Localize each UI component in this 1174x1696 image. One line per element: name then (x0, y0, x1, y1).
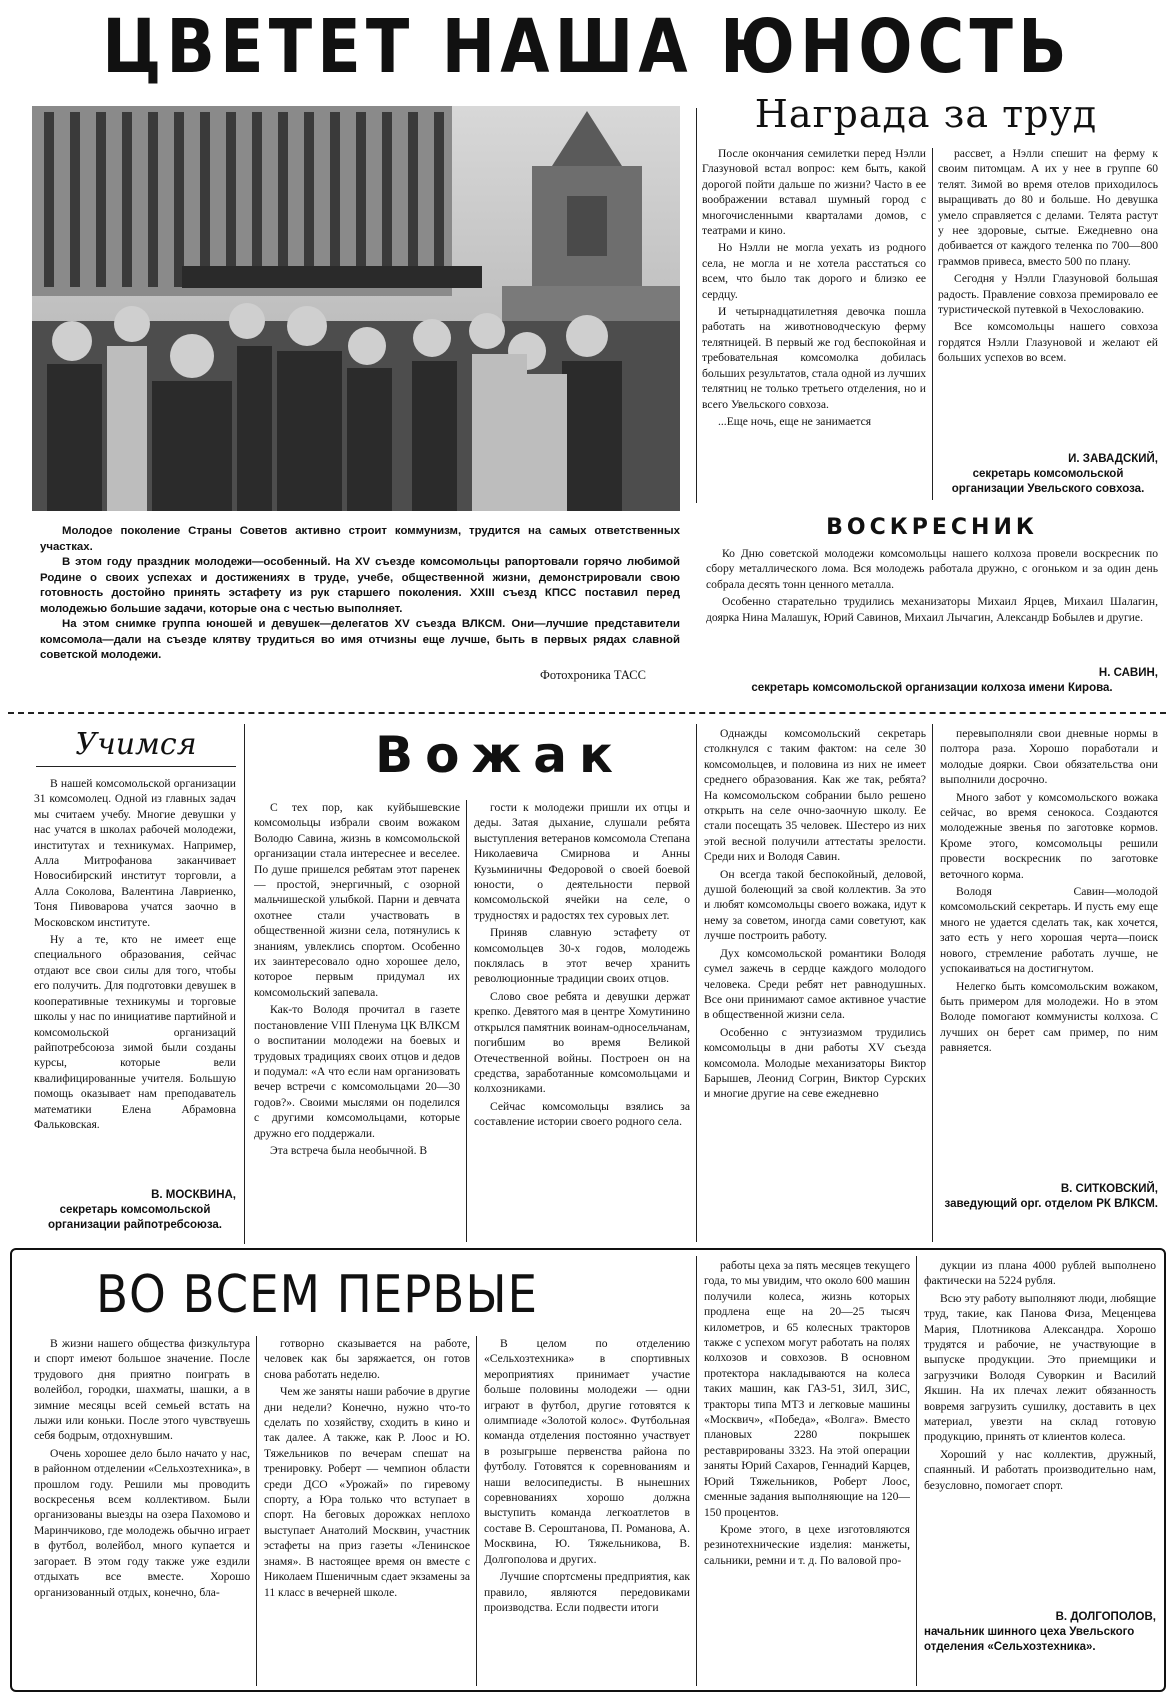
vozhak-col-4 (940, 726, 1158, 1176)
paragraph: И четырнадцатилетняя девочка пошла работать на животноводческую ферму телятницей. В первый же год беспокойная и требовательная комсомолка добилась больших результатов, стала одной из лучших телятниц не только третьего отделения, но и всего Увельского совхоза. (702, 305, 926, 411)
paragraph: Сегодня у Нэлли Глазуновой большая радость. Правление совхоза премировало ее туристической путевкой в Чехословакию. (938, 272, 1158, 317)
paragraph: После окончания семилетки перед Нэлли Глазуновой встал вопрос: кем быть, какой дорогой пойти дальше по жизни? Часто в ее воображении вставал шумный город с многочисленными кварталами домов, с театрами и кино. (702, 147, 926, 238)
paragraph: Приняв славную эстафету от комсомольцев 30-х годов, молодежь поклялась в этот вечер хранить революционные традиции своих отцов. (474, 926, 690, 986)
nagrada-col-1 (702, 146, 926, 504)
pervye-col-1 (34, 1336, 250, 1686)
caption-line: В этом году праздник молодежи—особенный. На XV съезде комсомольцы рапортовали горячо любимой Родине о своих успехах и достижениях в труде, учебе, общественной жизни, демонстрировали свою готовность достойно принять эстафету из рук старшего поколения. XXIII съезд КПСС поставил перед молодежью большие задачи, которые она с честью выполняет. (40, 556, 680, 615)
paragraph: рассвет, а Нэлли спешит на ферму к своим питомцам. А их у нее в группе 60 телят. Зимой во время отелов приходилось выращивать до 80 и больше. Но девушка умело справляется с делами. Телята растут у нее здоровые, сытые. Ежедневно она добивается от каждого теленка по 700—800 граммов привеса, вместо 500 по плану. (938, 147, 1158, 268)
paragraph: готворно сказывается на работе, человек как бы заряжается, он готов снова работать неделю. (264, 1337, 470, 1381)
author-role: секретарь комсомольской организации райпотребсоюза. (47, 1204, 223, 1231)
nagrada-col-2 (938, 146, 1158, 418)
author-role: секретарь комсомольской организации колхоза имени Кирова. (751, 682, 1113, 694)
pervye-col-5 (924, 1258, 1156, 1608)
column-rule (932, 148, 933, 500)
caption-line: Молодое поколение Страны Советов активно строит коммунизм, трудится на самых ответственных участках. (40, 525, 680, 553)
column-rule (244, 724, 245, 1244)
paragraph: Особенно старательно трудились механизаторы Михаил Ярцев, Михаил Шалагин, доярка Нина Малашук, Юрий Савинов, Михаил Лычагин, Александр Бобылев и другие. (706, 595, 1158, 624)
paragraph: Всю эту работу выполняют люди, любящие труд, такие, как Панова Физа, Меценцева Мария, Плотникова Александра. Хорошо трудятся и рабочие, не участвующие в выпуске продукции. Это приемщики и загрузчики Володя Суворкин и Василий Якшин. На их плечах лежит обязанность вовремя загрузить сушилку, доставить в цех материал, увезти на склад готовую продукцию, принять от клиентов колеса. (924, 1291, 1156, 1444)
uchimsya-signature (34, 1188, 236, 1233)
masthead: ЦВЕТЕТ НАША ЮНОСТЬ (102, 4, 1072, 90)
voskresnik-title: ВОСКРЕСНИК (826, 515, 1038, 540)
voskresnik-signature (706, 666, 1158, 696)
paragraph: Как-то Володя прочитал в газете постановление VIII Пленума ЦК ВЛКСМ о воспитании молодежи на боевых и трудовых традициях своих отцов и дедов и подумал: «А что если нам организовать вечер встречи с комсомольцами 20—30 годов?». Своими мыслями он поделился с другими комсомольцами, которые дружно его поддержали. (254, 1003, 460, 1140)
author-role: начальник шинного цеха Увельского отделения «Сельхозтехника». (924, 1626, 1135, 1653)
paragraph: Особенно с энтузиазмом трудились комсомольцы в дни работы XV съезда комсомола. Молодые механизаторы Виктор Барышев, Леонид Согрин, Виктор Сурских и многие другие на севе ежедневно (704, 1025, 926, 1101)
paragraph: Сейчас комсомольцы взялись за составление истории своего родного села. (474, 1099, 690, 1129)
vozhak-col-2 (474, 800, 690, 1242)
photo-credit: Фотохроника ТАСС (540, 668, 646, 682)
paragraph: Ну а те, кто не имеет еще специального образования, сейчас отдают все свои силы для того, чтобы его получить. Для подготовки девушек в кооперативные техникумы и торговые школы у нас по инициативе партийной и комсомольской организаций райпотребсоюза зимой были созданы курсы, которые вели квалифицированные учителя. Большую помощь оказывает нам преподаватель математики Елена Абрамовна Фальковская. (34, 933, 236, 1131)
paragraph: Хороший у нас коллектив, дружный, спаянный. И работать производительно нам, безусловно, помогает спорт. (924, 1447, 1156, 1492)
paragraph: Он всегда такой беспокойный, деловой, душой болеющий за свой коллектив. За это и любят комсомольцы своего вожака, идут к нему за советом, иногда сами советуют, как лучше построить работу. (704, 867, 926, 943)
paragraph: Однажды комсомольский секретарь столкнулся с таким фактом: на селе 30 комсомольцев, и половина из них не имеет среднего образования. Как же так, ребята? На комсомольском собрании было решено открыть на селе очно-заочную школу. Ее стали посещать 35 человек. Шестеро из них этой весной получили аттестаты зрелости. Среди них и Володя Савин. (704, 727, 926, 864)
paragraph: В жизни нашего общества физкультура и спорт имеют большое значение. После трудового дня приятно поиграть в волейбол, городки, шахматы, шашки, а в зимние месяцы всей семьей встать на лыжи или коньки. После этого чувствуешь себя бодрым, отдохнувшим. (34, 1337, 250, 1443)
paragraph: Все комсомольцы нашего совхоза гордятся Нэлли Глазуновой и желают ей больших успехов во всем. (938, 320, 1158, 365)
author-name: И. ЗАВАДСКИЙ, (1068, 453, 1158, 465)
vozhak-col-3 (704, 726, 926, 1242)
column-rule (696, 724, 697, 1242)
pervye-title: ВО ВСЕМ ПЕРВЫЕ (96, 1265, 538, 1325)
author-role: секретарь комсомольской организации Увельского совхоза. (951, 468, 1145, 495)
caption-line: На этом снимке группа юношей и девушек—делегатов XV съезда ВЛКСМ. Они—лучшие представители комсомола—дали на съезде клятву трудиться во имя отчизны еще лучше, быть в первых рядах славной советской молодежи. (40, 618, 680, 661)
column-rule (476, 1336, 477, 1686)
pervye-col-4 (704, 1258, 910, 1686)
paragraph: ...Еще ночь, еще не занимается (718, 414, 872, 428)
column-rule (466, 800, 467, 1242)
paragraph: гости к молодежи пришли их отцы и деды. Затая дыхание, слушали ребята выступления ветеранов комсомола Степана Николаевича Смирнова и Анны Кузьминичны Федоровой о своей боевой юности, о деятельности первой комсомольской ячейки на селе, о трудностях и радостях тех суровых лет. (474, 801, 690, 922)
paragraph: Слово свое ребята и девушки держат крепко. Девятого мая в центре Хомутинино открылся памятник воинам-односельчанам, погибшим во время Великой Отечественной войны. Построен он на средства, заработанные комсомольцами и колхозниками. (474, 989, 690, 1096)
vozhak-signature (940, 1182, 1158, 1212)
paragraph: Нелегко быть комсомольским вожаком, быть примером для молодежи. Но в этом Володе помогают коммунисты колхоза. С лучших он берет сам пример, по ним равняется. (940, 979, 1158, 1055)
nagrada-title: Награда за труд (754, 92, 1098, 136)
column-rule (256, 1336, 257, 1686)
column-rule (932, 724, 933, 1242)
photo-caption (40, 524, 680, 664)
pervye-signature (924, 1610, 1156, 1655)
pervye-col-3 (484, 1336, 690, 1686)
voskresnik-body (706, 546, 1158, 664)
paragraph: Чем же заняты наши рабочие в другие дни недели? Конечно, нужно что-то сделать по хозяйству, сходить в кино и так далее. А также, как Р. Лоос и Ю. Тяжельников по вечерам спешат на тренировку. Роберт — чемпион области среди ДСО «Урожай» по гиревому спорту, а Юра только что вступает в спорт. На беговых дорожках неплохо выступает Анатолий Москвин, участник эстафеты на приз газеты «Ленинское знамя». В настоящее время он вместе с Николаем Пшеничным сдает экзамены за 11 класс в вечерней школе. (264, 1385, 470, 1599)
photo-illustration (32, 106, 680, 511)
paragraph: Володя Савин—молодой комсомольский секретарь. И пусть ему еще много не удается сделать так, как хочется, зато есть у него хорошая черта—поиск нового, стремление работать лучше, не успокаиваться на достигнутом. (940, 885, 1158, 976)
paragraph: Дух комсомольской романтики Володя сумел зажечь в сердце каждого молодого человека. Среди ребят нет равнодушных. Все они принимают самое активное участие в общественной жизни села. (704, 946, 926, 1022)
paragraph: Но Нэлли не могла уехать из родного села, не могла и не хотела расстаться со всем, что было так дорого и близко ее сердцу. (702, 241, 926, 301)
paragraph: Кроме этого, в цехе изготовляются резинотехнические изделия: манжеты, сальники, ремни и т. д. По валовой про- (704, 1522, 910, 1567)
title-rule (36, 766, 236, 767)
paragraph: Много забот у комсомольского вожака сейчас, во время сенокоса. Создаются молодежные звенья по заготовке кормов. Кроме этого, комсомольцы решили провести воскресник по заготовке веточного корма. (940, 790, 1158, 881)
section-separator (8, 712, 1166, 714)
uchimsya-body (34, 776, 236, 1188)
pervye-col-2 (264, 1336, 470, 1686)
nagrada-signature (938, 452, 1158, 497)
paragraph: В нашей комсомольской организации 31 комсомолец. Одной из главных задач мы считаем учебу. Многие девушки у нас учатся в школах рабочей молодежи, институтах и техникумах. Например, Алла Митрофанова заканчивает Новосибирский институт торговли, а Алла Соколова, Валентина Лавриенко, Тоня Пивоварова учатся заочно в Московском институте. (34, 777, 236, 929)
vozhak-col-1 (254, 800, 460, 1242)
author-name: В. ДОЛГОПОЛОВ, (1055, 1611, 1156, 1623)
author-name: Н. САВИН, (1098, 667, 1158, 679)
author-role: заведующий орг. отделом РК ВЛКСМ. (944, 1198, 1158, 1210)
paragraph: С тех пор, как куйбышевские комсомольцы избрали своим вожаком Володю Савина, жизнь в комсомольской организации стала интереснее и веселее. По душе пришелся ребятам этот паренек — простой, энергичный, с озорной мальчишеской улыбкой. Парни и девчата охотнее стали участвовать в общественной жизни села, потянулись к знаниям, увлеклись спортом. Особенно их заинтересовало одно хорошее дело, которое первым придумал их комсомольский запевала. (254, 801, 460, 999)
vozhak-title: Вожак (375, 726, 625, 784)
paragraph: Эта встреча была необычной. В (270, 1143, 428, 1157)
paragraph: работы цеха за пять месяцев текущего года, то мы увидим, что около 600 машин получили колеса, жизнь которых продлена еще на 20—25 тысяч километров, и 65 колесных тракторов также с успехом могут работать на полях колхозов и совхозов. В основном протектора накладываются на колеса таких машин, как ГАЗ-51, ЗИЛ, ЗИС, тракторы типа МТЗ и легковые машины «Москвич», «Победа», «Волга». Вместо плановых 2280 покрышек реставрированы 3323. На этой операции заняты Юрий Сахаров, Геннадий Карцев, Юрий Тяжельников, Роберт Лоос, сменные задания выполняющие на 120—150 процентов. (704, 1259, 910, 1519)
paragraph: В целом по отделению «Сельхозтехника» в спортивных мероприятиях принимает участие больше половины молодежи — одни играют в футбол, другие готовятся к олимпиаде «Золотой колос». Футбольная команда отделения постоянно участвует в розыгрыше первенства района по футболу. Готовятся к соревнованиям и наши велосипедисты. В нынешних соревнованиях хорошо должна выступить команда легкоатлетов в составе В. Сероштанова, П. Романова, А. Москвина, Ю. Тяжельникова, В. Долгополова и других. (484, 1337, 690, 1566)
column-rule (696, 108, 697, 503)
paragraph: перевыполняли свои дневные нормы в полтора раза. Хорошо поработали и молодые доярки. Свои обязательства они выполнили досрочно. (940, 727, 1158, 787)
paragraph: Ко Дню советской молодежи комсомольцы нашего колхоза провели воскресник по сбору металлического лома. Вся молодежь работала дружно, с огоньком и за один день собрала десять тонн ценного металла. (706, 547, 1158, 591)
paragraph: дукции из плана 4000 рублей выполнено фактически на 5224 рубля. (924, 1259, 1156, 1288)
column-rule (916, 1256, 917, 1686)
author-name: В. СИТКОВСКИЙ, (1060, 1183, 1158, 1195)
paragraph: Лучшие спортсмены предприятия, как правило, являются передовиками производства. Если подвести итоги (484, 1570, 690, 1614)
author-name: В. МОСКВИНА, (151, 1189, 236, 1201)
paragraph: Очень хорошее дело было начато у нас, в районном отделении «Сельхозтехника», в прошлом году. Решили мы проводить воскресенья всем коллективом. Были организованы выезды на озера Пахомово и Маринчиково, где молодежь обычно играет в футбол, волейбол, много купается и загорает. В этом году также уже ездили отдыхать все вместе. Хорошо организованный отдых, конечно, бла- (34, 1446, 250, 1599)
uchimsya-title: Учимся (75, 727, 197, 762)
delegates-photo (32, 106, 680, 511)
column-rule (696, 1256, 697, 1686)
